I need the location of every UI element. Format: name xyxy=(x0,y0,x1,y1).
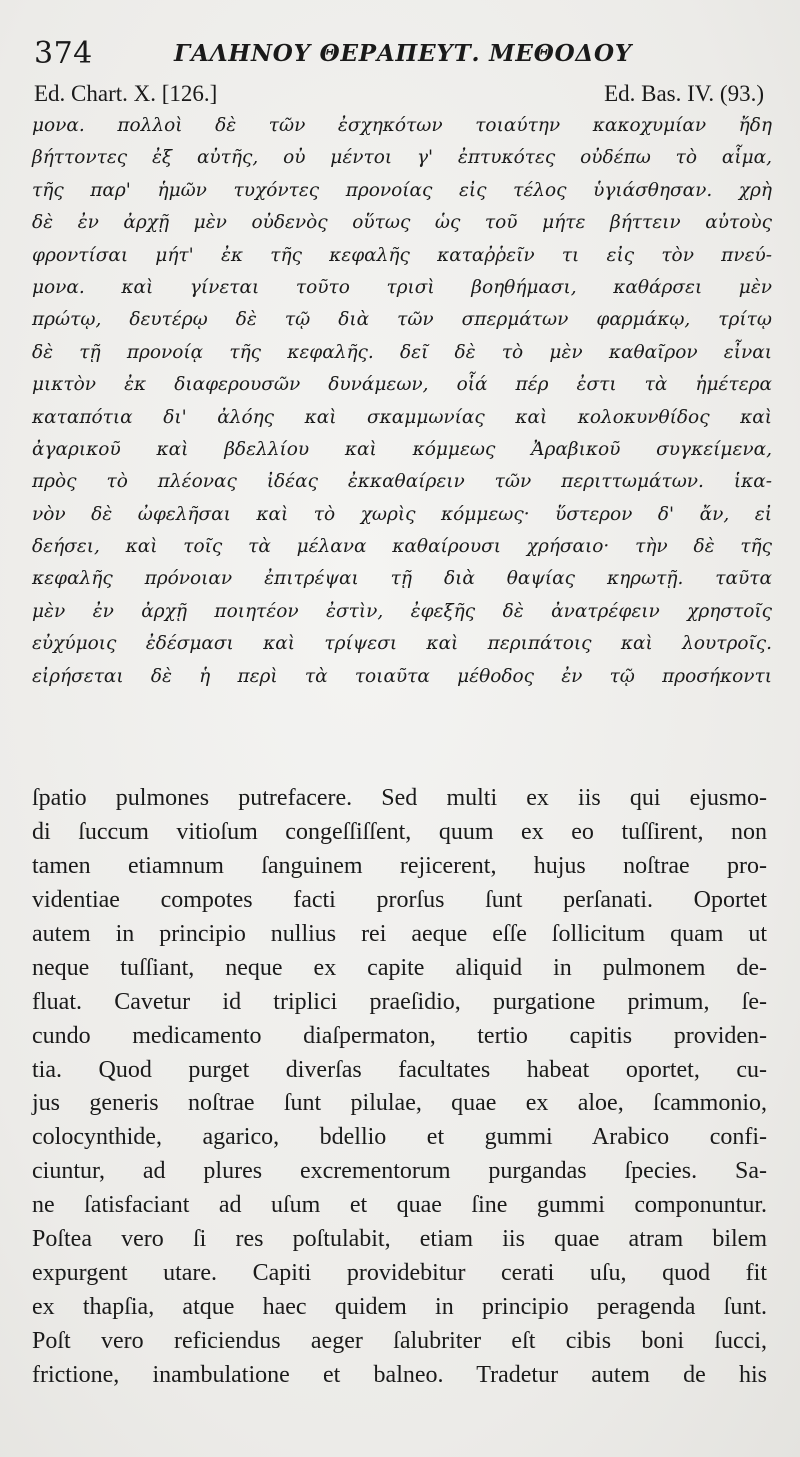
greek-text-line: πρὸς τὸ πλέονας ἰδέας ἐκκαθαίρειν τῶν περιττωμάτων. ἱκα- xyxy=(32,471,772,493)
greek-text-line: νὸν δὲ ὠφελῆσαι καὶ τὸ χωρὶς κόμμεως· ὕστερον δ' ἄν, εἰ xyxy=(32,503,772,525)
greek-text-line: δὲ ἐν ἀρχῇ μὲν οὐδενὸς οὕτως ὡς τοῦ μήτε βήττειν αὐτοὺς xyxy=(32,212,772,234)
latin-text-line: Poſtea vero ſi res poſtulabit, etiam iis quae atram bilem xyxy=(32,1226,767,1253)
greek-text-line: εἰρήσεται δὲ ἡ περὶ τὰ τοιαῦτα μέθοδος ἐν τῷ προσήκοντι xyxy=(32,665,772,687)
running-title: ΓΑΛΗΝΟΥ ΘΕΡΑΠΕΥΤ. ΜΕΘΟΔΟΥ xyxy=(174,40,633,67)
edition-basel-reference: Ed. Bas. IV. (93.) xyxy=(604,81,764,106)
latin-text-line: ex thapſia, atque haec quidem in principio peragenda ſunt. xyxy=(32,1294,767,1321)
latin-text-line: expurgent utare. Capiti providebitur cerati uſu, quod fit xyxy=(32,1260,767,1287)
latin-text-line: jus generis noſtrae ſunt pilulae, quae ex aloe, ſcammonio, xyxy=(32,1090,767,1117)
latin-text-line: tamen etiamnum ſanguinem rejicerent, hujus noſtrae pro- xyxy=(32,852,767,879)
latin-text-line: colocynthide, agarico, bdellio et gummi Arabico confi- xyxy=(32,1124,767,1151)
latin-text-line: di ſuccum vitioſum congeſſiſſent, quum ex eo tuſſirent, non xyxy=(32,818,767,845)
greek-text-line: βήττοντες ἐξ αὐτῆς, οὐ μέντοι γ' ἐπτυκότες οὐδέπω τὸ αἷμα, xyxy=(32,147,772,169)
page-number: 374 xyxy=(34,36,93,71)
greek-text-line: πρώτῳ, δευτέρῳ δὲ τῷ διὰ τῶν σπερμάτων φαρμάκῳ, τρίτῳ xyxy=(32,309,772,331)
page-header xyxy=(34,34,774,74)
latin-text-line: ſpatio pulmones putrefacere. Sed multi ex iis qui ejusmo- xyxy=(32,785,767,811)
edition-reference-line xyxy=(34,78,764,110)
latin-text-line: ne ſatisfaciant ad uſum et quae ſine gummi componuntur. xyxy=(32,1192,767,1219)
greek-text-line: δεήσει, καὶ τοῖς τὰ μέλανα καθαίρουσι χρήσαιο· τὴν δὲ τῆς xyxy=(32,536,772,558)
latin-text-line: Poſt vero reficiendus aeger ſalubriter eſt cibis boni ſucci, xyxy=(32,1328,767,1354)
latin-text-block xyxy=(32,782,767,1393)
greek-text-line: μικτὸν ἐκ διαφερουσῶν δυνάμεων, οἷά πέρ ἐστι τὰ ἡμέτερα xyxy=(32,374,772,396)
latin-text-line: autem in principio nullius rei aeque eſſe ſollicitum quam ut xyxy=(32,920,767,947)
latin-text-line: cundo medicamento diaſpermaton, tertio capitis providen- xyxy=(32,1022,767,1049)
latin-text-line: videntiae compotes facti prorſus ſunt perſanati. Oportet xyxy=(32,886,767,913)
greek-text-line: μονα. πολλοὶ δὲ τῶν ἐσχηκότων τοιαύτην κακοχυμίαν ἤδη xyxy=(32,115,772,136)
latin-text-line: tia. Quod purget diverſas facultates habeat oportet, cu- xyxy=(32,1056,767,1083)
greek-text-line: καταπότια δι' ἀλόης καὶ σκαμμωνίας καὶ κολοκυνθίδος καὶ xyxy=(32,406,772,428)
latin-text-line: fluat. Cavetur id triplici praeſidio, purgatione primum, ſe- xyxy=(32,988,767,1015)
greek-text-line: δὲ τῇ προνοίᾳ τῆς κεφαλῆς. δεῖ δὲ τὸ μὲν καθαῖρον εἶναι xyxy=(32,341,772,363)
greek-text-line: κεφαλῆς πρόνοιαν ἐπιτρέψαι τῇ διὰ θαψίας κηρωτῇ. ταῦτα xyxy=(32,568,772,590)
greek-text-line: εὐχύμοις ἐδέσμασι καὶ τρίψεσι καὶ περιπάτοις καὶ λουτροῖς. xyxy=(32,633,772,655)
greek-text-line: μὲν ἐν ἀρχῇ ποιητέον ἐστὶν, ἐφεξῆς δὲ ἀνατρέφειν χρηστοῖς xyxy=(32,600,772,622)
greek-text-block xyxy=(32,110,772,693)
greek-text-line: μονα. καὶ γίνεται τοῦτο τρισὶ βοηθήμασι, καθάρσει μὲν xyxy=(32,276,772,298)
latin-text-line: neque tuſſiant, neque ex capite aliquid in pulmonem de- xyxy=(32,954,767,981)
greek-text-line: φροντίσαι μήτ' ἐκ τῆς κεφαλῆς καταῤῥεῖν τι εἰς τὸν πνεύ- xyxy=(32,244,772,266)
latin-text-line: frictione, inambulatione et balneo. Tradetur autem de his xyxy=(32,1361,767,1388)
latin-text-line: ciuntur, ad plures excrementorum purgandas ſpecies. Sa- xyxy=(32,1158,767,1185)
edition-chartier-reference: Ed. Chart. X. [126.] xyxy=(34,81,218,106)
greek-text-line: ἀγαρικοῦ καὶ βδελλίου καὶ κόμμεως Ἀραβικοῦ συγκείμενα, xyxy=(32,438,772,460)
greek-text-line: τῆς παρ' ἡμῶν τυχόντες προνοίας εἰς τέλος ὑγιάσθησαν. χρὴ xyxy=(32,179,772,201)
